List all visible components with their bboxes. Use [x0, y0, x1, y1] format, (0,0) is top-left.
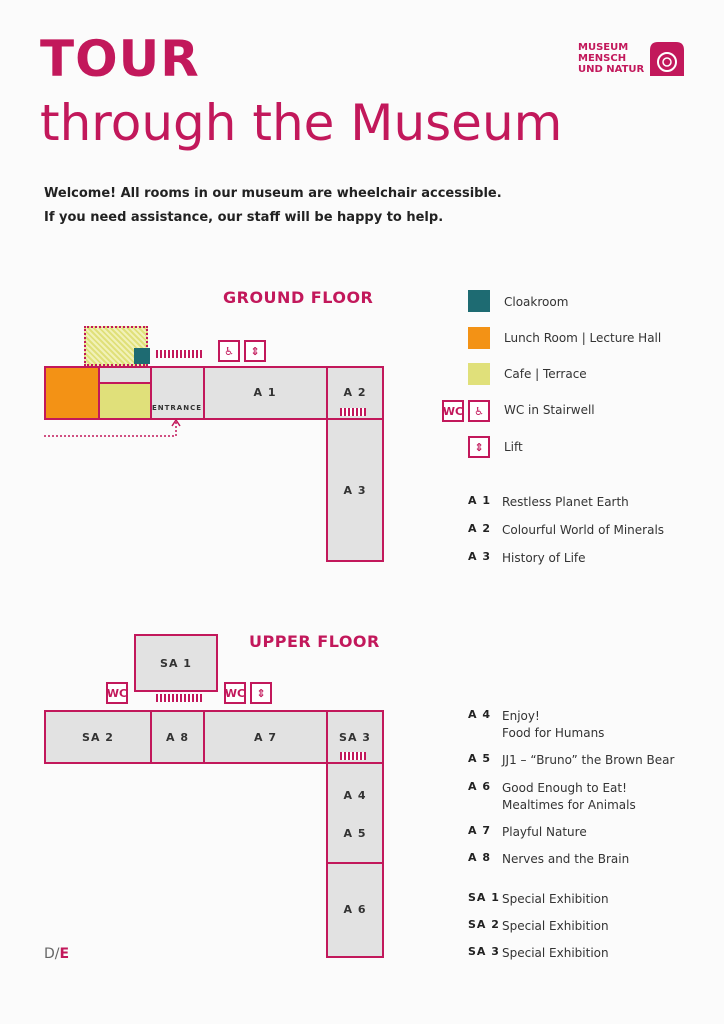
ground-floor-title: GROUND FLOOR — [223, 288, 374, 307]
room-sa3-label: SA 3 — [339, 731, 371, 744]
wall — [328, 862, 382, 864]
room-name: JJ1 – “Bruno” the Brown Bear — [502, 753, 675, 767]
lunch-room — [44, 366, 100, 420]
room-sa2-label: SA 2 — [82, 731, 114, 744]
ground-stairs-right — [340, 408, 366, 416]
language-d[interactable]: D/ — [44, 946, 60, 962]
list-item — [468, 522, 664, 550]
room-a1-label: A 1 — [253, 386, 277, 399]
room-name: Restless Planet Earth — [502, 495, 629, 509]
room-code: A 1 — [468, 494, 491, 507]
room-name: Colourful World of Minerals — [502, 523, 665, 537]
room-name: History of Life — [502, 551, 586, 565]
lift-icon: ⇕ — [244, 340, 266, 362]
list-item — [468, 824, 718, 851]
legend-cloakroom-swatch — [468, 290, 490, 312]
cafe-room — [100, 382, 150, 420]
room-a4-label: A 4 — [343, 789, 367, 802]
legend-cafe-swatch — [468, 363, 490, 385]
room-name: Playful Nature — [502, 825, 587, 839]
room-code: SA 3 — [468, 945, 500, 958]
room-a3-label: A 3 — [343, 484, 367, 497]
legend-lunch: Lunch Room | Lecture Hall — [504, 331, 662, 345]
lift-icon: ⇕ — [250, 682, 272, 704]
language-switch — [44, 946, 69, 962]
language-e[interactable]: E — [59, 946, 70, 962]
room-code: A 2 — [468, 522, 491, 535]
intro-line-1: Welcome! All rooms in our museum are wheelchair accessible. — [44, 186, 502, 201]
room-name: Special Exhibition — [502, 892, 609, 906]
room-a7-label: A 7 — [254, 731, 277, 744]
upper-stairs-right — [340, 752, 366, 760]
room-code: A 6 — [468, 780, 491, 793]
list-item — [468, 494, 664, 522]
upper-room-list — [468, 708, 718, 972]
page-title: TOUR — [40, 30, 200, 88]
room-name — [502, 708, 604, 752]
room-name-line-1: Enjoy! — [502, 709, 540, 723]
room-code: A 3 — [468, 550, 491, 563]
logo-line-1: MUSEUM — [578, 42, 629, 53]
room-name-line-2: Food for Humans — [502, 726, 605, 740]
upper-stairs-left — [156, 694, 202, 702]
list-item — [468, 918, 718, 945]
logo-line-2: MENSCH — [578, 53, 627, 64]
room-code: A 5 — [468, 752, 491, 765]
room-sa1-label: SA 1 — [160, 657, 192, 670]
wc-icon: WC — [106, 682, 128, 704]
list-item — [468, 708, 718, 752]
intro-text — [44, 182, 502, 230]
room-name: Special Exhibition — [502, 919, 609, 933]
list-item — [468, 851, 718, 891]
wheelchair-icon: ♿ — [468, 400, 490, 422]
legend-lift: Lift — [504, 440, 523, 454]
list-item — [468, 891, 718, 918]
room-name: Special Exhibition — [502, 946, 609, 960]
room-a5-label: A 5 — [343, 827, 367, 840]
room-a2-label: A 2 — [343, 386, 367, 399]
room-code: SA 2 — [468, 918, 500, 931]
list-item — [468, 945, 718, 972]
room-name — [502, 780, 636, 824]
lift-icon: ⇕ — [468, 436, 490, 458]
ground-room-list — [468, 494, 664, 578]
room-name: Nerves and the Brain — [502, 852, 630, 866]
upper-floor-title: UPPER FLOOR — [249, 632, 380, 651]
entrance-path — [44, 418, 194, 438]
room-code: SA 1 — [468, 891, 500, 904]
cloakroom-room — [134, 348, 150, 364]
room-a8-label: A 8 — [166, 731, 189, 744]
museum-logo-icon — [646, 40, 686, 78]
room-a6-label: A 6 — [343, 903, 367, 916]
room-name-line-2: Mealtimes for Animals — [502, 798, 636, 812]
room-code: A 4 — [468, 708, 491, 721]
page-subtitle: through the Museum — [40, 94, 563, 152]
museum-logo-text — [578, 42, 644, 75]
room-code: A 8 — [468, 851, 491, 864]
room-code: A 7 — [468, 824, 491, 837]
ground-stairs-left — [156, 350, 202, 358]
legend-lunch-swatch — [468, 327, 490, 349]
wc-icon: WC — [442, 400, 464, 422]
logo-line-3: UND NATUR — [578, 64, 645, 75]
list-item — [468, 752, 718, 780]
room-name-line-1: Good Enough to Eat! — [502, 781, 627, 795]
wheelchair-icon: ♿ — [218, 340, 240, 362]
legend-wc: WC in Stairwell — [504, 403, 595, 417]
legend-cafe: Cafe | Terrace — [504, 367, 587, 381]
list-item — [468, 780, 718, 824]
wc-icon: WC — [224, 682, 246, 704]
entrance-label: ENTRANCE — [152, 404, 202, 412]
legend-cloakroom: Cloakroom — [504, 295, 569, 309]
intro-line-2: If you need assistance, our staff will be happy to help. — [44, 210, 444, 225]
list-item — [468, 550, 664, 578]
